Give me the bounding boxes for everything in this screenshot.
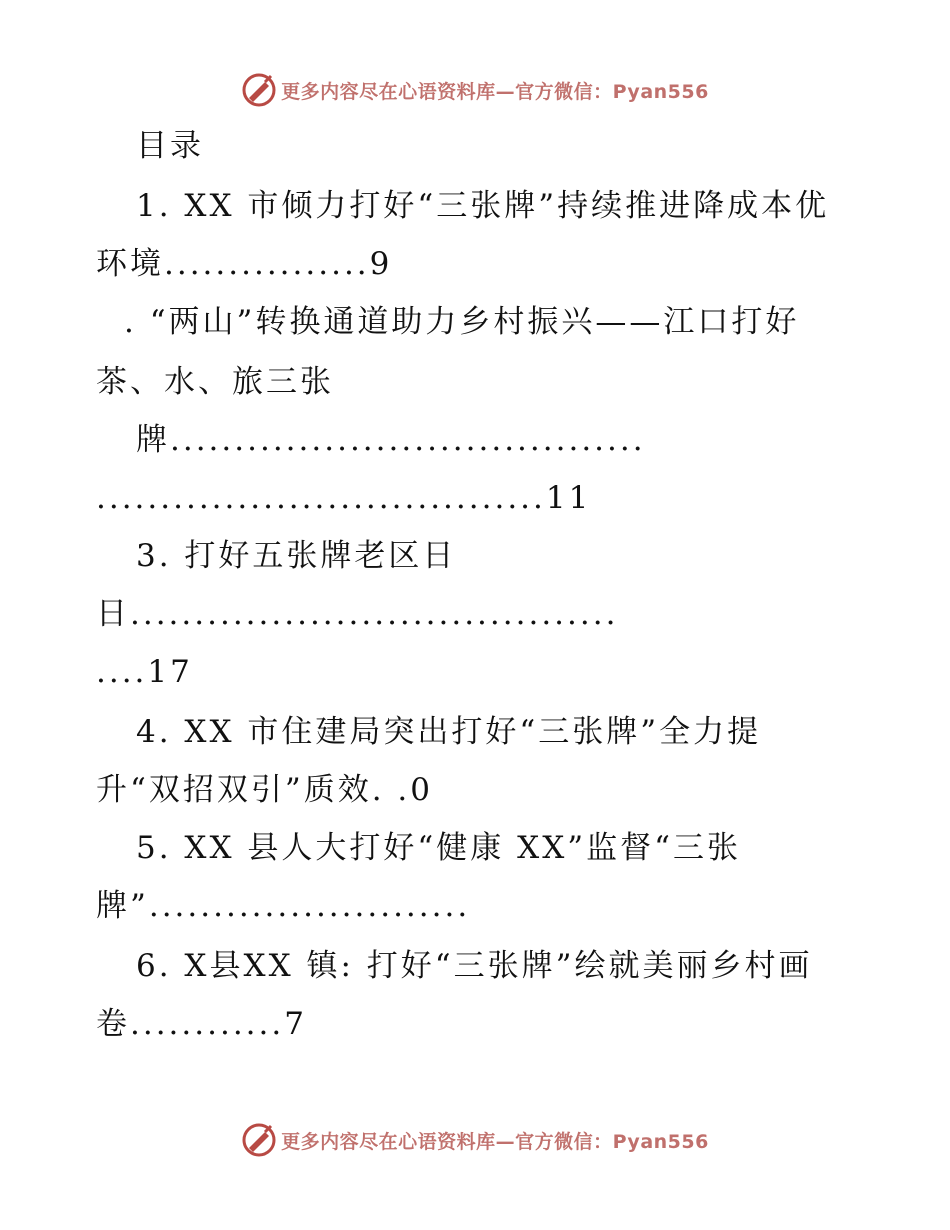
header-banner-text: 更多内容尽在心语资料库—官方微信：Pyan556 [281,80,709,103]
toc-title: 目录 [136,128,204,164]
footer-banner [0,1120,950,1160]
toc-line: 茶、水、旅三张 [96,364,334,400]
toc-line: 1. XX 市倾力打好“三张牌”持续推进降成本优 [136,188,830,224]
toc-line: ....17 [96,654,193,690]
toc-line: 牌..................................... [136,422,646,458]
toc-line: 4. XX 市住建局突出打好“三张牌”全力提 [136,714,762,750]
toc-line: 3. 打好五张牌老区日 [136,538,457,574]
toc-line: 日...................................... [96,596,619,632]
toc-line: ...................................11 [96,480,592,516]
footer-banner-inner [241,1122,709,1158]
toc-line: 6. X县XX 镇: 打好“三张牌”绘就美丽乡村画 [136,948,813,984]
toc-line: 升“双招双引”质效. .0 [96,772,433,808]
toc-line: 卷............7 [96,1006,307,1042]
toc-line: 环境................9 [96,246,393,282]
red-pen-logo-icon [241,1122,277,1158]
toc-line: 5. XX 县人大打好“健康 XX”监督“三张 [136,830,741,866]
footer-banner-text: 更多内容尽在心语资料库—官方微信：Pyan556 [281,1130,709,1153]
toc-line: 牌”......................... [96,888,471,924]
toc-line: . “两山”转换通道助力乡村振兴——江口打好 [124,304,800,340]
